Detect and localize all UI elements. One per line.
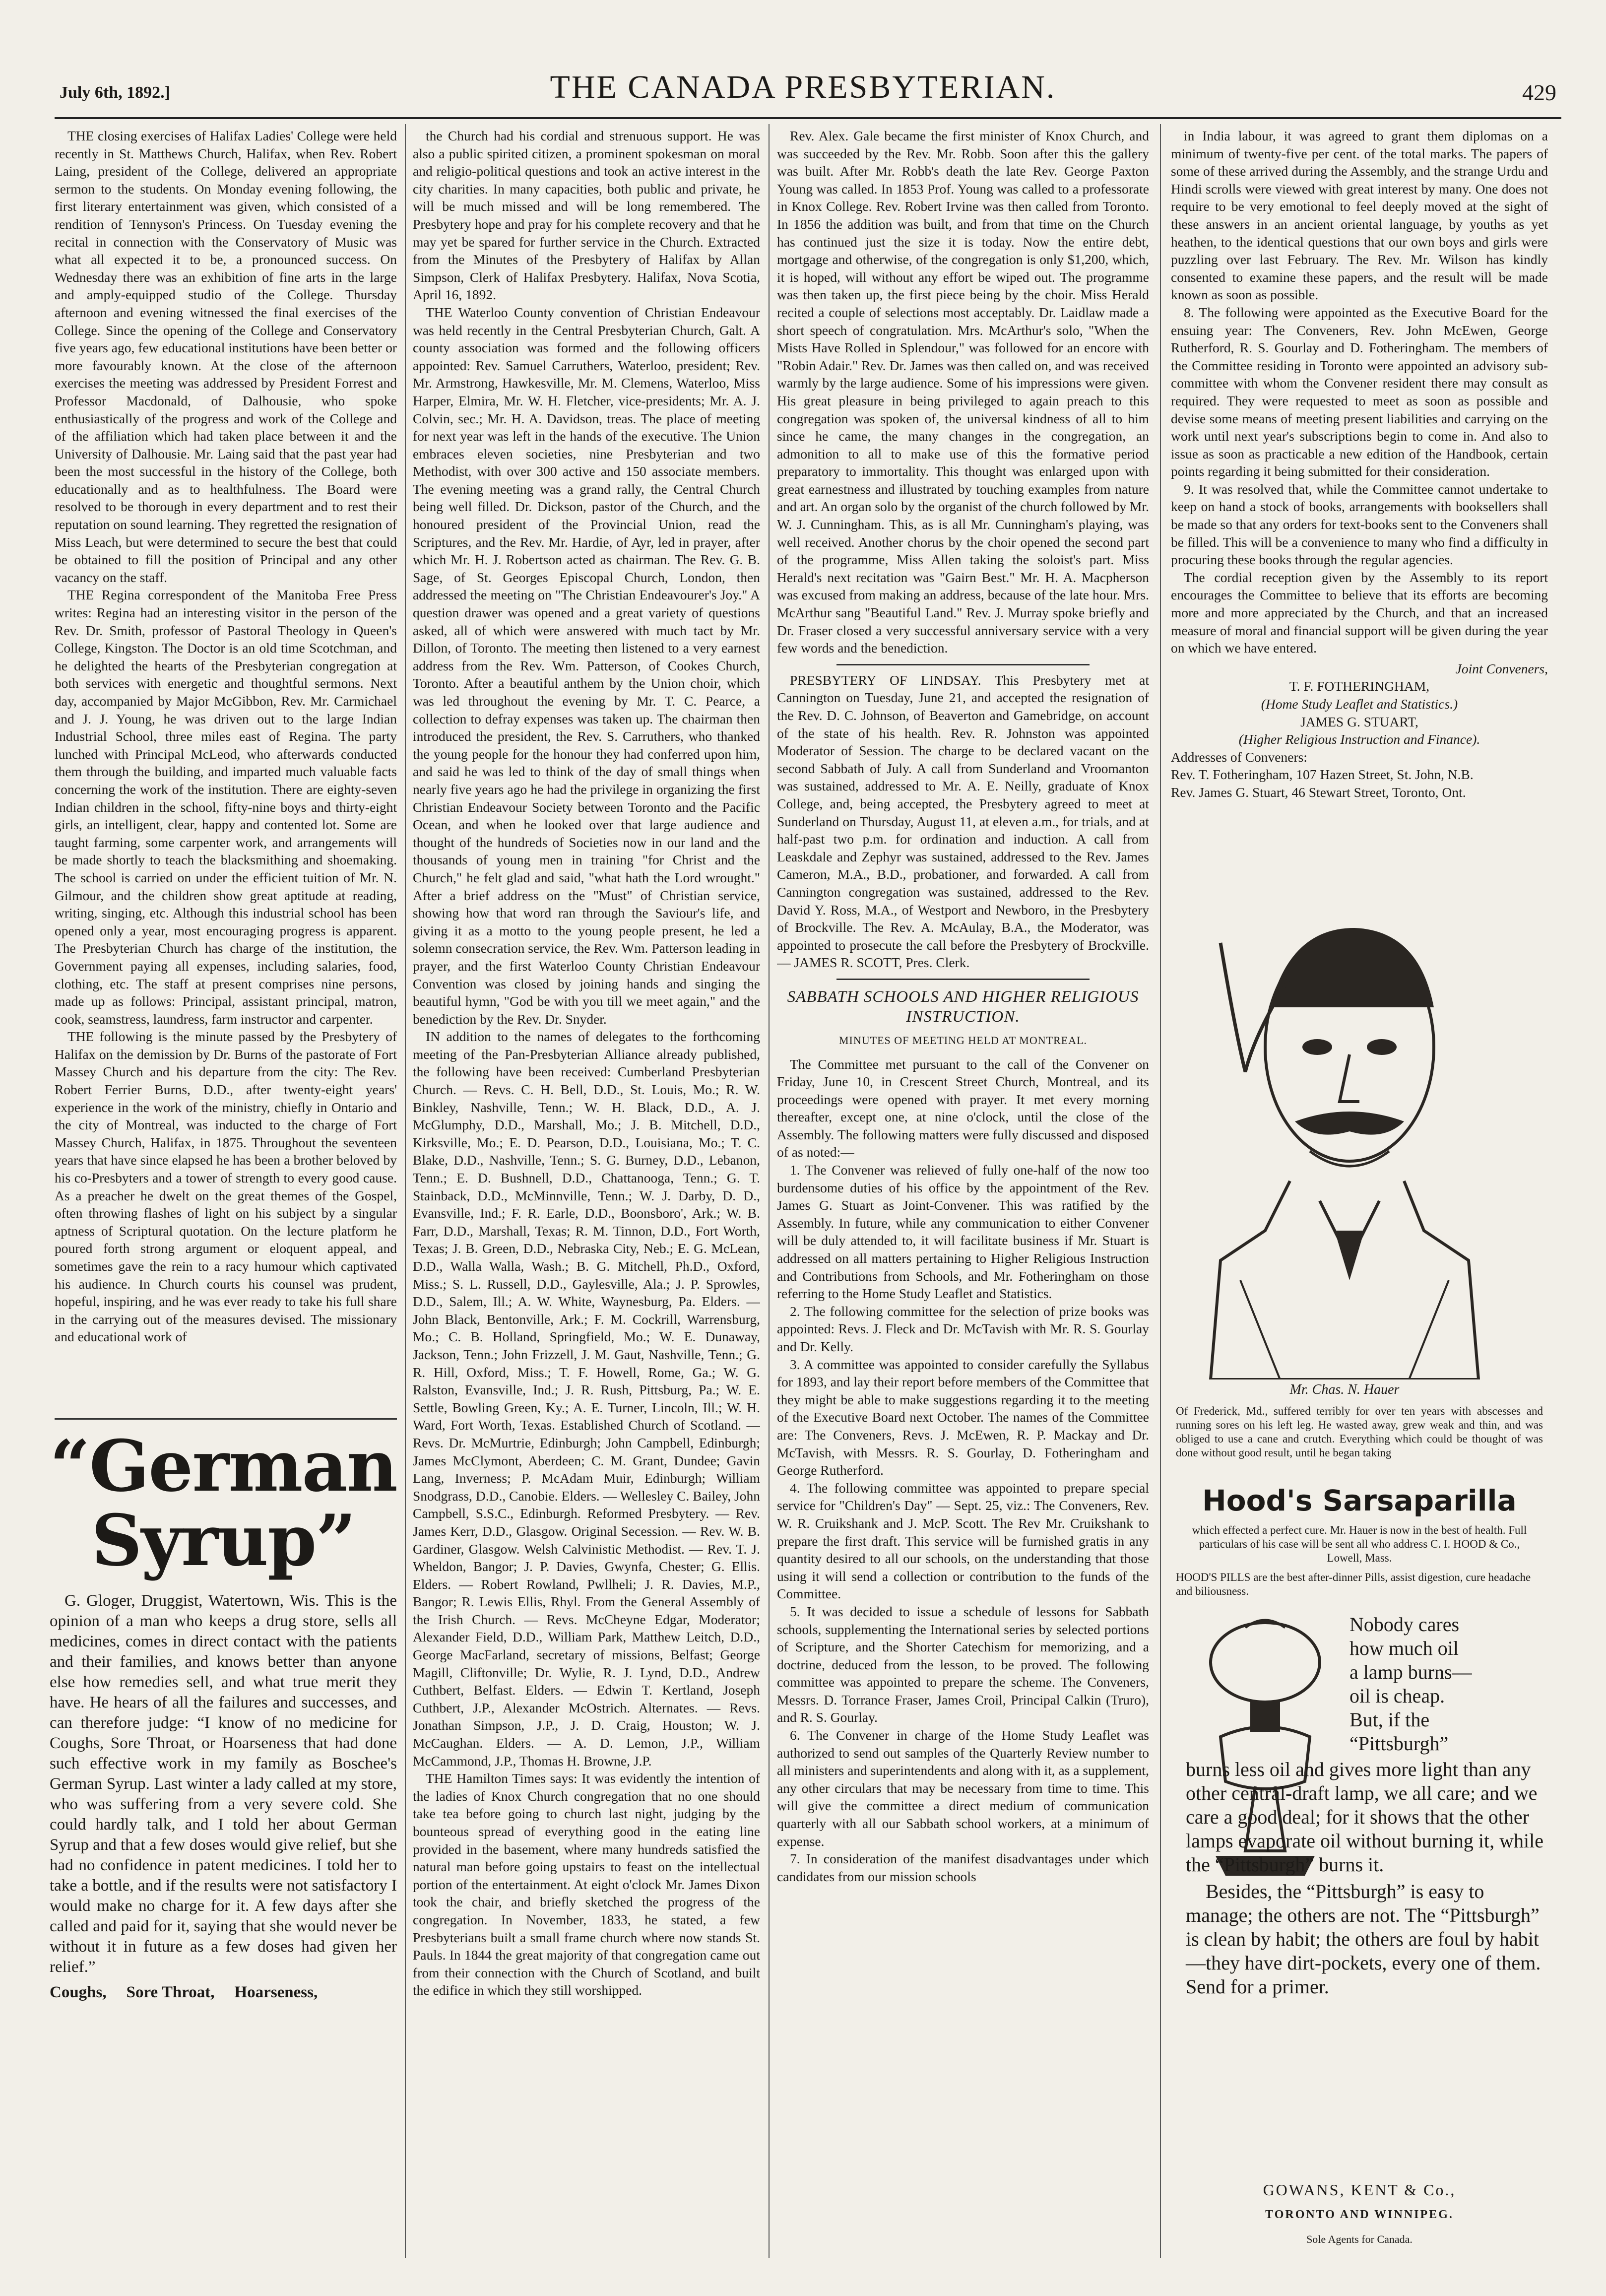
joint-conveners-label: Joint Conveners, xyxy=(1455,660,1548,676)
german-syrup-text: G. Gloger, Druggist, Watertown, Wis. This is the opinion of a man who keeps a drug store, sells all medicines, comes in direct contact with the patients and their families, and knows better than anyone else how remedies sell, and what true merit they have. He hears of all the failures and successes, and can therefore judge: “I know of no medicine for Coughs, Sore Throat, or Hoarseness that had done such effective work in my family as Boschee's German Syrup. Last winter a lady called at my store, who was suffering from a very severe cold. She could hardly talk, and I told her about German Syrup and that a few doses would give relief, but she had no confidence in patent medicines. I told her to take a bottle, and if the results were not satisfactory I would make no charge for it. A few days after she called and paid for it, saying that she would never be without it in future as a few doses had given her relief.” xyxy=(50,1592,397,1976)
minutes-item-5: 5. It was decided to issue a schedule of lessons for Sabbath schools, supplementing the International series by selected portions of Scripture, and the Shorter Catechism for memorizing, and a doctrine, deduced from the lesson, to be proved. The following committee was appointed to prepare the scheme. The Conveners, Messrs. D. Torrance Fraser, James Croil, Principal Calkin (Truro), and R. S. Gourlay. xyxy=(777,1603,1149,1725)
lamp-line-1: Nobody cares xyxy=(1349,1613,1460,1636)
german-syrup-ad xyxy=(50,1429,397,2273)
german-syrup-body xyxy=(50,1591,397,2003)
german-syrup-title: “German Syrup” xyxy=(50,1429,397,1582)
minutes-intro: The Committee met pursuant to the call of the Convener on Friday, June 10, in Crescent Street Church, Montreal, and its proceedings were opened with prayer. It met every morning thereafter, except one, at nine o'clock, until the close of the Assembly. The following matters were fully discussed and disposed of as noted:— xyxy=(777,1056,1149,1160)
lamp-line-3: a lamp burns— xyxy=(1349,1661,1472,1683)
address-1: Rev. T. Fotheringham, 107 Hazen Street, St. John, N.B. xyxy=(1171,767,1474,783)
minutes-item-1: 1. The Convener was relieved of fully one-half of the now too burdensome duties of his office by the appointment of the Rev. James G. Stuart as Joint-Convener. This was ratified by the Assembly. In future, while any communication to either Convener will be duly attended to, it will facilitate business if Mr. Stuart is addressed on all matters pertaining to Higher Religious Instruction and Contributions from Schools, and Mr. Fotheringham on those referring to the Home Study Leaflet and Statistics. xyxy=(777,1162,1149,1302)
hoods-testimonial: Of Frederick, Md., suffered terribly for over ten years with abscesses and running sores on his left leg. He wasted away, grew weak and thin, and was obliged to use a cane and crutch. Everything which could be thought of was done without good result, until he began taking xyxy=(1176,1405,1543,1459)
section-heading-sabbath-schools: SABBATH SCHOOLS AND HIGHER RELIGIOUS INSTRUCTION. xyxy=(787,987,1139,1026)
section-rule xyxy=(836,664,1090,665)
section-rule xyxy=(836,979,1090,980)
sidenote-coughs: Coughs, xyxy=(50,1983,107,2001)
article-regina: THE Regina correspondent of the Manitoba Free Press writes: Regina had an interesting visitor in the person of the Rev. Dr. Smith, professor of Pastoral Theology in Queen's College, Kingston. The Doctor is an old time Scotchman, and he delighted the hearts of the Presbyterian congregation at both services with energetic and thoughtful sermons. Next day, accompanied by Major McGibbon, Rev. Mr. Carmichael and J. J. Young, he was driven out to the large Indian Industrial School, three miles east of Regina. The party lunched with Principal McLeod, who afterwards conducted them through the building, and imparted much valuable facts concerning the work of the institution. There are eighty-seven Indian children in the school, fifty-nine boys and thirty-eight girls, an intelligent, clear, happy and contented lot. Some are taught farming, some carpenter work, and arrangements will be made shortly to teach the blacksmithing and shoemaking. The school is carried on under the efficient tuition of Mr. N. Gilmour, and the children show great aptitude at reading, writing, singing, etc. Although this industrial school has been opened only a year, most encouraging progress is apparent. The Presbyterian Church has charge of the institution, the Government paying all expenses, including salaries, food, clothing, etc. The staff at present comprises nine persons, made up as follows: Principal, assistant principal, matron, cook, seamstress, laundress, farm instructor and carpenter. xyxy=(55,587,397,1027)
minutes-item-7-continued: in India labour, it was agreed to grant them diplomas on a minimum of twenty-five per cent. of the total marks. The papers of some of these arrived during the Assembly, and the strange Urdu and Hindi scrolls were viewed with great interest by many. One does not require to be very emotional to feel deeply moved at the sight of these answers in an ancient oriental language, by youths as yet heathen, to the identical questions that our own boys and girls were puzzling over last February. The Rev. Mr. Wilson has kindly consented to examine these papers, and the result will be made known as soon as possible. xyxy=(1171,128,1548,303)
convener-name-2: JAMES G. STUART, xyxy=(1300,714,1418,729)
column-divider xyxy=(1160,124,1161,2258)
convener-role-2: (Higher Religious Instruction and Finance). xyxy=(1238,731,1480,747)
column-4 xyxy=(1171,127,1548,881)
address-2: Rev. James G. Stuart, 46 Stewart Street, Toronto, Ont. xyxy=(1171,784,1466,800)
minutes-item-4: 4. The following committee was appointed to prepare special service for "Children's Day" — Sept. 25, viz.: The Conveners, Rev. W. R. Cruikshank and J. McP. Scott. The Rev Mr. Cruikshank to prepare the first draft. This service will be furnished gratis in any quantity desired to all our schools, on the understanding that those using it will send a collection or contribution to the funds of the Committee. xyxy=(777,1480,1149,1602)
minutes-item-8: 8. The following were appointed as the Executive Board for the ensuing year: The Conveners, Rev. John McEwen, George Rutherford, R. S. Gourlay and D. Fotheringham. The members of the Committee residing in Toronto were appointed an advisory sub-committee with whom the Convener resident there may consult as required. They were requested to meet as soon as possible and devise some means of meeting present liabilities and carrying on the work until next year's subscriptions begin to come in. And also to issue as soon as practicable a new edition of the Handbook, certain points regarding it being submitted for their consideration. xyxy=(1171,304,1548,479)
minutes-closing: The cordial reception given by the Assembly to its report encourages the Committee to believe that its efforts are becoming more and more appreciated by the Church, and that an increased measure of moral and financial support will be given during the year on which we have entered. xyxy=(1171,569,1548,656)
minutes-item-3: 3. A committee was appointed to consider carefully the Syllabus for 1893, and lay their report before members of the Committee that they might be able to make suggestions regarding it to the meeting of the Executive Board next October. The names of the Committee are: The Conveners, Revs. J. McEwen, R. P. Mackay and Dr. McTavish, with Messrs. R. S. Gourlay, D. Fotheringham and George Rutherford. xyxy=(777,1356,1149,1478)
advertiser-name: GOWANS, KENT & Co., xyxy=(1263,2181,1456,2199)
hoods-pills-text: HOOD'S PILLS are the best after-dinner Pills, assist digestion, cure headache and biliousness. xyxy=(1176,1571,1531,1597)
page-header xyxy=(0,60,1606,114)
addresses-label: Addresses of Conveners: xyxy=(1171,749,1307,765)
lamp-body-2: Besides, the “Pittsburgh” is easy to manage; the others are not. The “Pittsburgh” is clean by habit; the others are foul by habit—they have dirt-pockets, every one of them. Send for a primer. xyxy=(1186,1880,1541,1998)
minutes-item-7: 7. In consideration of the manifest disadvantages under which candidates from our mission schools xyxy=(777,1851,1149,1884)
article-knox-church: Rev. Alex. Gale became the first minister of Knox Church, and was succeeded by the Rev. Mr. Robb. Soon after this the gallery was built. After Mr. Robb's death the late Rev. George Paxton Young was called. In 1853 Prof. Young was called to a professorate in Knox College. Rev. Robert Irvine was then called from Toronto. In 1856 the addition was built, and from that time on the Church has continued just the size it is today. Now the entire debt, mortgage and otherwise, of the congregation is only $1,200, which, it is hoped, will without any effort be wiped out. The programme was then taken up, the first piece being by the choir. Miss Herald recited a couple of selections most acceptably. Dr. Laidlaw made a short speech of congratulation. Mrs. McArthur's solo, "When the Mists Have Rolled in Splendour," was followed for an encore with "Robin Adair." Rev. Dr. James was then called on, and was received warmly by the large audience. Some of his impressions were given. His great pleasure in being privileged to again preach to this congregation was spoken of, the universal kindness of all to him since he came, the many changes in the congregation, an admonition to all to make use of this the formative period preparatory to immortality. This thought was enlarged upon with great earnestness and illustrated by touching examples from nature and art. An organ solo by the organist of the church followed by Mr. W. J. Cunningham. This, as is all Mr. Cunningham's playing, was well received. Another chorus by the choir opened the second part of the programme, Miss Allen taking the soloist's part. Miss Herald's next recitation was "Gairn Best." Mr. H. A. Macpherson was excused from making an address, because of the late hour. Mrs. McArthur sang "Beautiful Land." Rev. J. Murray spoke briefly and Dr. Fraser closed a very successful anniversary service with a very few words and the benediction. xyxy=(777,128,1149,656)
minutes-item-9: 9. It was resolved that, while the Committee cannot undertake to keep on hand a stock of books, arrangements with booksellers shall be made so that any orders for text-books sent to the Conveners shall be filled. This will be a convenience to many who find a difficulty in procuring these books through the regular agencies. xyxy=(1171,481,1548,568)
pittsburgh-lamp-ad xyxy=(1186,1613,1548,1999)
convener-name-1: T. F. FOTHERINGHAM, xyxy=(1289,678,1430,694)
lamp-line-6: “Pittsburgh” xyxy=(1349,1732,1449,1755)
german-syrup-sidenotes xyxy=(50,1982,397,2003)
lamp-line-5: But, if the xyxy=(1349,1708,1430,1731)
advertiser-cities: TORONTO AND WINNIPEG. xyxy=(1265,2208,1454,2221)
header-rule xyxy=(55,117,1561,119)
hoods-cure-text: which effected a perfect cure. Mr. Hauer is now in the best of health. Full particulars of his case will be sent all who address C. I. HOOD & Co., Lowell, Mass. xyxy=(1192,1524,1527,1564)
minutes-subheading: MINUTES OF MEETING HELD AT MONTREAL. xyxy=(838,1034,1088,1047)
minutes-item-2: 2. The following committee for the selection of prize books was appointed: Revs. J. Fleck and Dr. McTavish with Mr. R. S. Gourlay and Dr. Kelly. xyxy=(777,1303,1149,1354)
portrait-engraving xyxy=(1191,883,1498,1379)
convener-role-1: (Home Study Leaflet and Statistics.) xyxy=(1261,696,1458,712)
hoods-sarsaparilla-title: Hood's Sarsaparilla xyxy=(1202,1484,1517,1517)
column-2 xyxy=(413,127,760,2256)
lamp-body-1: burns less oil and gives more light than any other central-draft lamp, we all care; and we care a good deal; for it shows that the other lamps evaporate oil without burning it, while the “Pittsburgh” burns it. xyxy=(1186,1758,1543,1876)
masthead-title: THE CANADA PRESBYTERIAN. xyxy=(550,69,1056,105)
minutes-item-6: 6. The Convener in charge of the Home Study Leaflet was authorized to send out samples of the Quarterly Review number to all ministers and superintendents and along with it, as a supplement, any other circulars that may be necessary from time to time. This will give the committee a direct medium of communication quarterly with all our Sabbath school workers, at a minimum of expense. xyxy=(777,1727,1149,1849)
column-3 xyxy=(777,127,1149,2256)
sidenote-sore-throat: Sore Throat, xyxy=(126,1983,215,2001)
article-burns-continued: the Church had his cordial and strenuous support. He was also a public spirited citizen, a prominent spokesman on moral and religio-political questions and took an active interest in the city charities. In many capacities, both public and private, he will be much missed and will be long remembered. The Presbytery hope and pray for his complete recovery and that he may yet be spared for further service in the Church. Extracted from the Minutes of the Presbytery of Halifax by Allan Simpson, Clerk of Halifax Presbytery. Halifax, Nova Scotia, April 16, 1892. xyxy=(413,128,760,303)
conveners-signature xyxy=(1171,660,1548,801)
sidenote-hoarseness: Hoarseness, xyxy=(234,1983,318,2001)
portrait-caption: Mr. Chas. N. Hauer xyxy=(1289,1382,1400,1397)
article-hamilton-times: THE Hamilton Times says: It was evidently the intention of the ladies of Knox Church congregation that no one should take tea before going to church last night, judging by the bounteous spread of everything good in the eating line provided in the basement, where many hundreds satisfied the natural man before going upstairs to feast on the intellectual portion of the entertainment. At eight o'clock Mr. James Dixon took the chair, and briefly sketched the progress of the congregation. In November, 1833, he stated, a few Presbyterians built a small frame church where now stands St. Pauls. In 1844 the great majority of that congregation came out from their connection with the Church of Scotland, and built the edifice in which they still worshipped. xyxy=(413,1771,760,1998)
ad-separator xyxy=(55,1418,397,1420)
column-1 xyxy=(55,127,397,1412)
column-divider xyxy=(405,124,406,2258)
issue-date: July 6th, 1892.] xyxy=(60,83,170,102)
page-number: 429 xyxy=(1522,80,1556,105)
article-dr-burns: THE following is the minute passed by the Presbytery of Halifax on the demission by Dr. Burns of the pastorate of Fort Massey Church and his departure from the city: The Rev. Robert Ferrier Burns, D.D., after twenty-eight years' experience in the work of the ministry, chiefly in Ontario and the city of Montreal, was inducted to the charge of Fort Massey Church, Halifax, in 1875. Throughout the seventeen years that have since elapsed he has been a brother beloved by his co-Presbyters and a tower of strength to every good cause. As a preacher he dwelt on the great themes of the Gospel, often throwing flashes of light on his subject by a singular aptness of Scriptural quotation. On the lecture platform he poured forth strong argument or eloquent appeal, and sometimes gave the rein to a racy humour which captivated his audience. In Church courts his counsel was prudent, hopeful, inspiring, and he was ever ready to take his full share in the carrying out of the measures devised. The missionary and educational work of xyxy=(55,1029,397,1345)
advertiser-agents: Sole Agents for Canada. xyxy=(1306,2233,1413,2245)
lamp-line-2: how much oil xyxy=(1349,1637,1459,1659)
article-pan-presbyterian: IN addition to the names of delegates to the forthcoming meeting of the Pan-Presbyterian Alliance already published, the following have been received: Cumberland Presbyterian Church. — Revs. C. H. Bell, D.D., St. Louis, Mo.; R. W. Binkley, Nashville, Tenn.; W. H. Black, D.D., A. J. McGlumphy, D.D., Marshall, Mo.; J. B. Mitchell, D.D., Kirksville, Mo.; E. D. Pearson, D.D., Louisiana, Mo.; T. C. Blake, D.D., Nashville, Tenn.; S. G. Burney, D.D., Lebanon, Tenn.; E. D. Bushnell, D.D., Chattanooga, Tenn.; G. T. Stainback, D.D., McMinnville, Tenn.; W. J. Darby, D. D., Evansville, Ind.; F. R. Earle, D.D., Boonsboro', Ark.; W. B. Farr, D.D., Marshall, Texas; R. M. Tinnon, D.D., Fort Worth, Texas; J. B. Green, D.D., Nebraska City, Neb.; E. G. McLean, D.D., Walla Walla, Wash.; B. G. Mitchell, Ph.D., Oxford, Miss.; S. L. Russell, D.D., Gaylesville, Ala.; J. P. Sprowles, D.D., Salem, Ill.; A. W. White, Waynesburg, Pa. Elders. — John Black, Bentonville, Ark.; F. M. Cockrill, Warrensburg, Mo.; C. B. Holland, Springfield, Mo.; W. E. Dunaway, Jackson, Tenn.; John Frizzell, J. M. Gaut, Nashville, Tenn.; G. R. Hill, Oxford, Miss.; T. F. Howell, Rome, Ga.; W. G. Ralston, Evansville, Ind.; J. R. Rush, Pittsburg, Pa.; W. E. Settle, Bowling Green, Ky.; A. E. Turner, Lincoln, Ill.; W. H. Ward, Fort Worth, Texas. Established Church of Scotland. — Revs. Dr. McMurtrie, Edinburgh; John Campbell, Edinburgh; James McClymont, Aberdeen; C. M. Grant, Dundee; Gavin Lang, Inverness; P. McAdam Muir, Edinburgh; William Snodgrass, D.D., Canobie. Elders. — Wellesley C. Bailey, John Campbell, S.S.C., Edinburgh. Reformed Presbytery. — Rev. James Kerr, D.D., Glasgow. Original Secession. — Rev. W. B. Gardiner, Glasgow. Welsh Calvinistic Methodist. — Rev. T. J. Wheldon, Bangor; J. P. Davies, Gwynfa, Chester; G. Ellis. Elders. — Robert Rowland, Pwllheli; J. R. Davies, M.P., Bangor; R. Lewis Ellis, Rhyl. From the General Assembly of the Irish Church. — Revs. McCheyne Edgar, Moderator; Alexander Field, D.D., William Park, Matthew Leitch, D.D., George MacFarland, secretary of missions, Belfast; George Magill, Cliftonville; Dr. Wylie, R. J. Lynd, D.D., Andrew Cuthbert, Belfast. Elders. — Edwin T. Kertland, Joseph Cuthbert, J.P., Alexander McOstrich. Alternates. — Revs. Jonathan Simpson, J.P., J. D. Craig, Houston; W. J. McCaughan. Elders. — A. D. Lemon, J.P., William McCammond, J.P., Thomas H. Browne, J.P. xyxy=(413,1029,760,1769)
article-waterloo-convention: THE Waterloo County convention of Christian Endeavour was held recently in the Central Presbyterian Church, Galt. A county association was formed and the following officers appointed: Rev. Samuel Carruthers, Waterloo, president; Rev. Mr. Armstrong, Hawkesville, Mr. M. Clemens, Waterloo, Miss Harper, Elmira, Mr. W. H. Fletcher, vice-presidents; Mr. A. J. Colvin, sec.; Mr. H. A. Davidson, treas. The place of meeting for next year was left in the hands of the executive. The Union embraces eleven societies, nine Presbyterian and two Methodist, with over 300 active and 150 associate members. The evening meeting was a grand rally, the Central Church being well filled. Dr. Dickson, pastor of the Church, and the honoured president of the Provincial Union, read the Scriptures, and the Rev. Mr. Hardie, of Ayr, led in prayer, after which Mr. H. J. Robertson acted as chairman. The Rev. G. B. Sage, of St. Georges Episcopal Church, London, then addressed the meeting on "The Christian Endeavourer's Joy." A question drawer was opened and a great variety of questions asked, all of which were answered with much tact by Mr. Dillon, of Toronto. The meeting then listened to a very earnest address from the Rev. Wm. Patterson, of Cookes Church, Toronto. After a beautiful anthem by the Union choir, which was led throughout the evening by Mr. T. C. Pearce, a collection to defray expenses was taken up. The chairman then introduced the president, the Rev. S. Carruthers, who thanked the young people for the honour they had conferred upon him, and said he was led to think of the day of small things when nearly five years ago he had the privilege in organizing the first Christian Endeavour Society between Toronto and the Pacific Ocean, and when he looked over that large audience and thought of the hundreds of Societies now in our land and the thousands of young men in training "for Christ and the Church," he felt glad and said, "what hath the Lord wrought." After a brief address on the "Must" of Christian service, showing how that word ran through the Saviour's life, and giving it as a motto to the young people present, he led a solemn consecration service, the Rev. Wm. Patterson leading in prayer, and the first Waterloo County Christian Endeavour Convention was closed by joining hands and singing the beautiful hymn, "God be with you till we meet again," and the benediction by the Rev. Dr. Snyder. xyxy=(413,304,760,1027)
article-halifax-college: THE closing exercises of Halifax Ladies' College were held recently in St. Matthews Church, Halifax, when Rev. Robert Laing, president of the College, delivered an appropriate sermon to the students. On Monday evening following, the first literary entertainment was given, which consisted of a rendition of Tennyson's Princess. On Tuesday evening the recital in connection with the Conservatory of Music was what all expected it to be, a pronounced success. On Wednesday there was an exhibition of fine arts in the large and amply-equipped studio of the College. Thursday afternoon and evening witnessed the final exercises of the College. Since the opening of the College and Conservatory five years ago, few educational institutions have been better or more favourably known. At the close of the afternoon exercises the meeting was addressed by President Forrest and Professor Macdonald, of Dalhousie, who spoke enthusiastically of the progress and work of the College and of the affiliation which had taken place between it and the University of Dalhousie. Mr. Laing said that the past year had been the most successful in the history of the College, both educationally and as to healthfulness. The Board were resolved to be thorough in every department and to rest their reputation on sound learning. They regretted the resignation of Miss Leach, but were determined to secure the best that could be obtained to fill the position of Principal and any other vacancy on the staff. xyxy=(55,128,397,585)
lamp-line-4: oil is cheap. xyxy=(1349,1685,1445,1707)
article-presbytery-lindsay: PRESBYTERY OF LINDSAY. This Presbytery met at Cannington on Tuesday, June 21, and accepted the resignation of the Rev. D. C. Johnson, of Beaverton and Gamebridge, on account of the state of his health. Rev. R. Johnston was appointed Moderator of Session. The charge to be declared vacant on the second Sabbath of July. A call from Sunderland and Vroomanton was sustained, addressed to Mr. A. E. Neilly, graduate of Knox College, and, being accepted, the Presbytery agreed to meet at Sunderland on Thursday, August 11, at eleven a.m., for trials, and at half-past two p.m. for ordination and induction. A call from Leaskdale and Zephyr was sustained, addressed to the Rev. James Cameron, M.A., B.D., probationer, and forwarded. A call from Cannington congregation was sustained, addressed to the Rev. David Y. Ross, M.A., of Westport and Newboro, in the Presbytery of Brockville. The Rev. A. McAulay, B.A., the Moderator, was appointed to prosecute the call before the Presbytery of Brockville. — JAMES R. SCOTT, Pres. Clerk. xyxy=(777,672,1149,971)
column-divider xyxy=(769,124,770,2258)
